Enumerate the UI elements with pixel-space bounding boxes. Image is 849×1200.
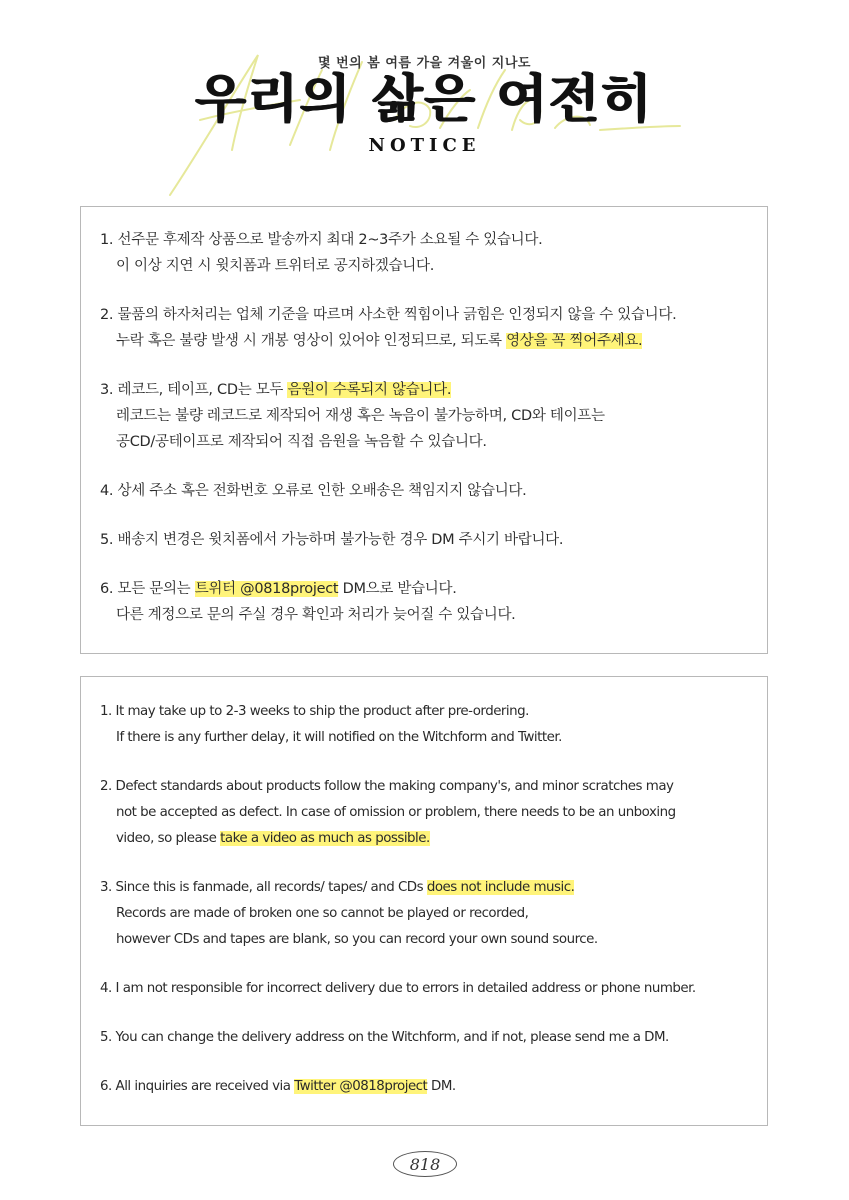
notice-item bbox=[100, 227, 749, 279]
highlighted-text: Twitter @0818project bbox=[294, 1079, 428, 1094]
header-subtitle: 몇 번의 봄 여름 가을 겨울이 지나도 bbox=[318, 56, 531, 71]
page-title: 우리의 삶은 여전히 bbox=[195, 70, 654, 130]
notice-line bbox=[100, 403, 749, 429]
notice-line bbox=[100, 725, 749, 751]
notice-text: 1. It may take up to 2-3 weeks to ship the product after pre-ordering. bbox=[100, 704, 529, 719]
notice-text: 6. 모든 문의는 bbox=[100, 581, 195, 597]
notice-item bbox=[100, 699, 749, 751]
notice-line bbox=[100, 1025, 749, 1051]
highlighted-text: 영상을 꼭 찍어주세요. bbox=[506, 333, 643, 349]
notice-line bbox=[100, 227, 749, 253]
notice-line bbox=[100, 302, 749, 328]
notice-line bbox=[100, 602, 749, 628]
notice-text: 6. All inquiries are received via bbox=[100, 1079, 295, 1094]
notice-line bbox=[100, 774, 749, 800]
notice-line bbox=[100, 527, 749, 553]
notice-text: 3. Since this is fanmade, all records/ tapes/ and CDs bbox=[100, 880, 427, 895]
notice-text: 3. 레코드, 테이프, CD는 모두 bbox=[100, 382, 288, 398]
notice-item bbox=[100, 1074, 749, 1100]
highlighted-text: 음원이 수록되지 않습니다. bbox=[287, 382, 452, 398]
notice-line bbox=[100, 328, 749, 354]
notice-item bbox=[100, 478, 749, 504]
notice-text: not be accepted as defect. In case of omission or problem, there needs to be an unboxing bbox=[116, 805, 676, 820]
notice-text: Records are made of broken one so cannot be played or recorded, bbox=[116, 906, 529, 921]
notice-text: video, so please bbox=[116, 831, 221, 846]
notice-item bbox=[100, 875, 749, 953]
notice-text: however CDs and tapes are blank, so you can record your own sound source. bbox=[116, 932, 598, 947]
notice-text: DM으로 받습니다. bbox=[338, 581, 457, 597]
notice-line bbox=[100, 800, 749, 826]
notice-text: 레코드는 불량 레코드로 제작되어 재생 혹은 녹음이 불가능하며, CD와 테이프는 bbox=[116, 408, 605, 424]
notice-line bbox=[100, 429, 749, 455]
notice-item bbox=[100, 377, 749, 455]
notice-text: 4. I am not responsible for incorrect delivery due to errors in detailed address or phone number. bbox=[100, 981, 696, 996]
highlighted-text: does not include music. bbox=[426, 880, 575, 895]
notice-line bbox=[100, 826, 749, 852]
notice-item bbox=[100, 302, 749, 354]
notice-line bbox=[100, 576, 749, 602]
notice-text: 2. 물품의 하자처리는 업체 기준을 따르며 사소한 찍힘이나 긁힘은 인정되지 않을 수 있습니다. bbox=[100, 307, 677, 323]
notice-text: DM. bbox=[427, 1079, 456, 1094]
notice-text: 2. Defect standards about products follow the making company's, and minor scratches may bbox=[100, 779, 674, 794]
notice-line bbox=[100, 253, 749, 279]
notice-text: 4. 상세 주소 혹은 전화번호 오류로 인한 오배송은 책임지지 않습니다. bbox=[100, 483, 527, 499]
notice-text: 다른 계정으로 문의 주실 경우 확인과 처리가 늦어질 수 있습니다. bbox=[116, 607, 516, 623]
notice-text: 5. 배송지 변경은 윗치폼에서 가능하며 불가능한 경우 DM 주시기 바랍니다. bbox=[100, 532, 564, 548]
notice-line bbox=[100, 1074, 749, 1100]
highlighted-text: 트위터 @0818project bbox=[194, 581, 339, 597]
notice-item bbox=[100, 527, 749, 553]
notice-text: 5. You can change the delivery address on the Witchform, and if not, please send me a DM. bbox=[100, 1030, 669, 1045]
notice-text: 누락 혹은 불량 발생 시 개봉 영상이 있어야 인정되므로, 되도록 bbox=[116, 333, 507, 349]
highlighted-text: take a video as much as possible. bbox=[220, 831, 430, 846]
notice-line bbox=[100, 699, 749, 725]
notice-line bbox=[100, 478, 749, 504]
notice-line bbox=[100, 377, 749, 403]
notice-line bbox=[100, 901, 749, 927]
page-number: 818 bbox=[393, 1151, 457, 1177]
notice-text: If there is any further delay, it will notified on the Witchform and Twitter. bbox=[116, 730, 562, 745]
notice-text: 공CD/공테이프로 제작되어 직접 음원을 녹음할 수 있습니다. bbox=[116, 434, 487, 450]
notice-label: NOTICE bbox=[368, 135, 481, 156]
header bbox=[0, 0, 849, 200]
notice-item bbox=[100, 774, 749, 852]
notice-line bbox=[100, 875, 749, 901]
notice-text: 이 이상 지연 시 윗치폼과 트위터로 공지하겠습니다. bbox=[116, 258, 435, 274]
notice-line bbox=[100, 927, 749, 953]
english-notice-box bbox=[80, 676, 768, 1126]
notice-item bbox=[100, 1025, 749, 1051]
notice-line bbox=[100, 976, 749, 1002]
notice-item bbox=[100, 976, 749, 1002]
notice-item bbox=[100, 576, 749, 628]
notice-text: 1. 선주문 후제작 상품으로 발송까지 최대 2~3주가 소요될 수 있습니다. bbox=[100, 232, 543, 248]
korean-notice-box bbox=[80, 206, 768, 654]
